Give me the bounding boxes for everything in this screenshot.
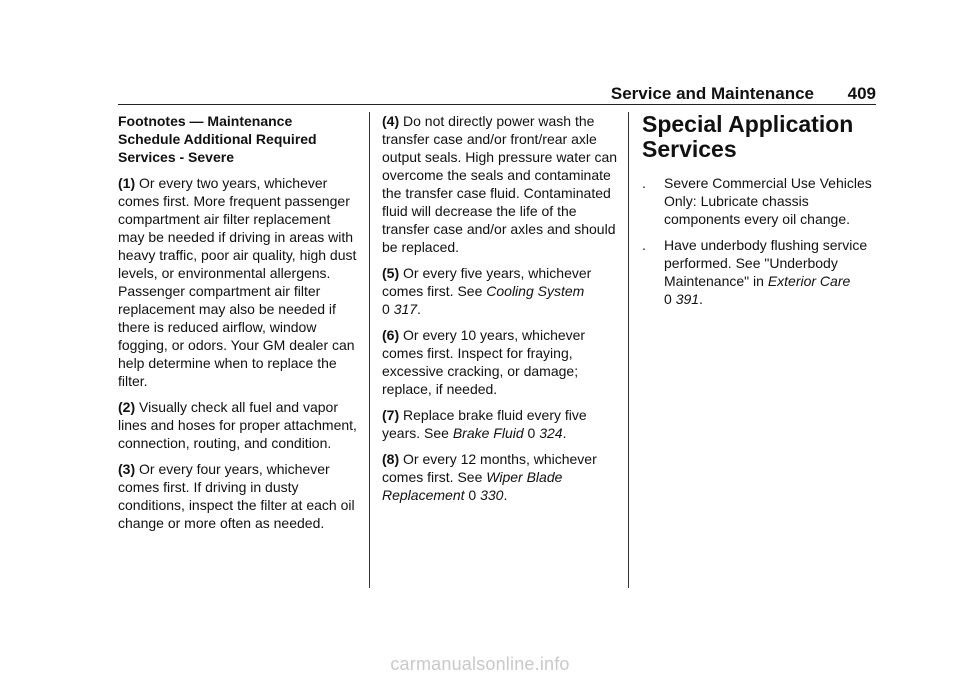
- page-arrow-icon: 0: [664, 291, 672, 307]
- footnotes-title: Footnotes — Maintenance Schedule Additional Required Services - Severe: [118, 113, 317, 165]
- column-2: [382, 112, 618, 512]
- cross-reference-link[interactable]: Cooling System: [486, 283, 585, 299]
- bullet-icon: .: [642, 175, 646, 191]
- bullet-icon: .: [642, 237, 646, 253]
- footnote-1: (1) Or every two years, whichever comes first. More frequent passenger compartment air filter replacement may be needed if driving in areas with heavy traffic, poor air quality, high dust levels, or environmental allergens. Passenger compartment air filter replacement may also be needed if there is reduced airflow, window fogging, or odors. Your GM dealer can help determine when to replace the filter.: [118, 175, 357, 389]
- page-header: [118, 84, 876, 105]
- column-3: [642, 112, 882, 316]
- reference-page[interactable]: 330: [480, 487, 504, 503]
- column-divider: [628, 112, 629, 588]
- list-item: . Severe Commercial Use Vehicles Only: Lubricate chassis components every oil change.: [642, 175, 872, 227]
- watermark: carmanualsonline.info: [390, 654, 570, 674]
- column-divider: [369, 112, 370, 588]
- footnote-6: (6) Or every 10 years, whichever comes first. Inspect for fraying, excessive cracking, or damage; replace, if needed.: [382, 327, 586, 397]
- reference-page[interactable]: 391: [675, 291, 700, 307]
- column-1: [118, 112, 358, 540]
- reference-page[interactable]: 324: [539, 425, 563, 441]
- footnote-4: (4) Do not directly power wash the transfer case and/or front/rear axle output seals. High pressure water can overcome the seals and contaminate the transfer case fluid. Contaminated fluid will decrease the life of the transfer case and/or axles and should be replaced.: [382, 113, 618, 255]
- page-number: 409: [847, 84, 876, 103]
- section-heading: Special Application Services: [642, 111, 854, 162]
- section-title: Service and Maintenance: [610, 84, 814, 103]
- footnote-7: (7) Replace brake fluid every five years. See Brake Fluid 0 324.: [382, 407, 587, 441]
- footnote-2: (2) Visually check all fuel and vapor lines and hoses for proper attachment, connection, routing, and condition.: [118, 399, 357, 451]
- list-item: . Have underbody flushing service performed. See "Underbody Maintenance" in Exterior Care 0 391.: [642, 237, 868, 307]
- page-arrow-icon: 0: [468, 487, 477, 503]
- footnote-8: (8) Or every 12 months, whichever comes first. See Wiper Blade Replacement 0 330.: [382, 451, 597, 503]
- cross-reference-link[interactable]: Exterior Care: [767, 273, 851, 289]
- cross-reference-link[interactable]: Wiper Blade Replacement: [382, 469, 563, 503]
- footnote-3: (3) Or every four years, whichever comes first. If driving in dusty conditions, inspect the filter at each oil change or more often as needed.: [118, 461, 355, 531]
- page-arrow-icon: 0: [527, 425, 536, 441]
- footnote-5: (5) Or every five years, whichever comes first. See Cooling System 0 317.: [382, 265, 592, 317]
- reference-page[interactable]: 317: [393, 301, 418, 317]
- cross-reference-link[interactable]: Brake Fluid: [452, 425, 524, 441]
- page-arrow-icon: 0: [382, 301, 390, 317]
